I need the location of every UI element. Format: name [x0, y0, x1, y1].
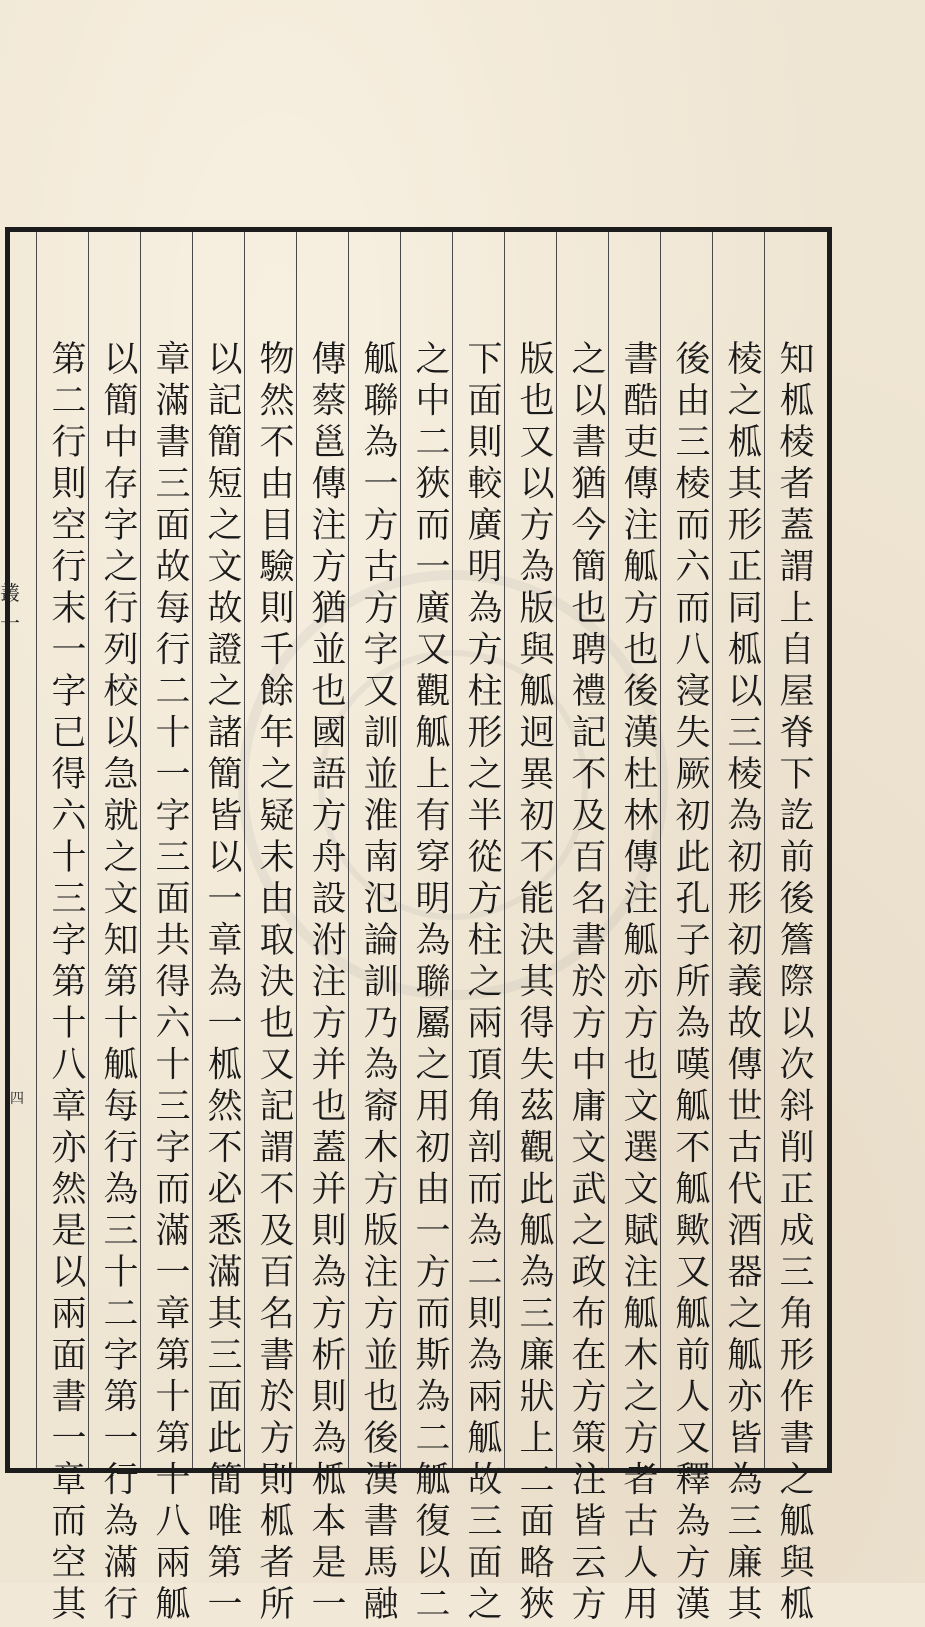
column-rule	[452, 232, 453, 1468]
column-rule	[296, 232, 297, 1468]
text-column-6: 版也又以方為版與觚迥異初不能決其得失茲觀此觚為三廉狀上二面略狹	[514, 340, 554, 1627]
column-rule	[400, 232, 401, 1468]
text-column-9: 觚聯為一方古方字又訓並淮南氾論訓乃為窬木方版注方並也後漢書馬融	[358, 340, 398, 1627]
text-column-10: 傳蔡邕傳注方猶並也國語方舟設泭注方并也蓋并則為方析則為柧本是一	[306, 340, 346, 1627]
column-rule	[660, 232, 661, 1468]
column-rule	[192, 232, 193, 1468]
text-column-2: 棱之柧其形正同柧以三棱為初形初義故傳世古代酒器之觚亦皆為三廉其	[722, 340, 762, 1627]
text-column-1: 知柧棱者蓋謂上自屋脊下訖前後簷際以次斜削正成三角形作書之觚與柧	[774, 340, 814, 1627]
column-rule	[36, 232, 37, 1468]
text-column-13: 章滿書三面故每行二十一字三面共得六十三字而滿一章第十第十八兩觚	[150, 340, 190, 1627]
page-number: 四	[10, 1091, 24, 1107]
text-column-7: 下面則較廣明為方柱形之半從方柱之兩頂角剖而為二則為兩觚故三面之	[462, 340, 502, 1627]
column-rule	[348, 232, 349, 1468]
text-column-5: 之以書猶今簡也聘禮記不及百名書於方中庸文武之政布在方策注皆云方	[566, 340, 606, 1627]
column-rule	[764, 232, 765, 1468]
text-column-8: 之中二狹而一廣又觀觚上有穿明為聯屬之用初由一方而斯為二觚復以二	[410, 340, 450, 1627]
text-column-3: 後由三棱而六而八寖失厥初此孔子所為嘆觚不觚歟又觚前人又釋為方漢	[670, 340, 710, 1627]
column-rule	[608, 232, 609, 1468]
column-rule	[556, 232, 557, 1468]
column-rule	[140, 232, 141, 1468]
column-rule	[712, 232, 713, 1468]
text-column-12: 以記簡短之文故證之諸簡皆以一章為一柧然不必悉滿其三面此簡唯第一	[202, 340, 242, 1627]
text-column-4: 書酷吏傳注觚方也後漢杜林傳注觚亦方也文選文賦注觚木之方者古人用	[618, 340, 658, 1627]
margin-title: 叢一	[0, 581, 20, 635]
column-rule	[88, 232, 89, 1468]
text-column-15: 第二行則空行末一字已得六十三字第十八章亦然是以兩面書一章而空其	[46, 340, 86, 1627]
column-rule	[504, 232, 505, 1468]
text-column-11: 物然不由目驗則千餘年之疑未由取決也又記謂不及百名書於方則柧者所	[254, 340, 294, 1627]
column-rule	[244, 232, 245, 1468]
text-column-14: 以簡中存字之行列校以急就之文知第十觚每行為三十二字第一行為滿行	[98, 340, 138, 1627]
